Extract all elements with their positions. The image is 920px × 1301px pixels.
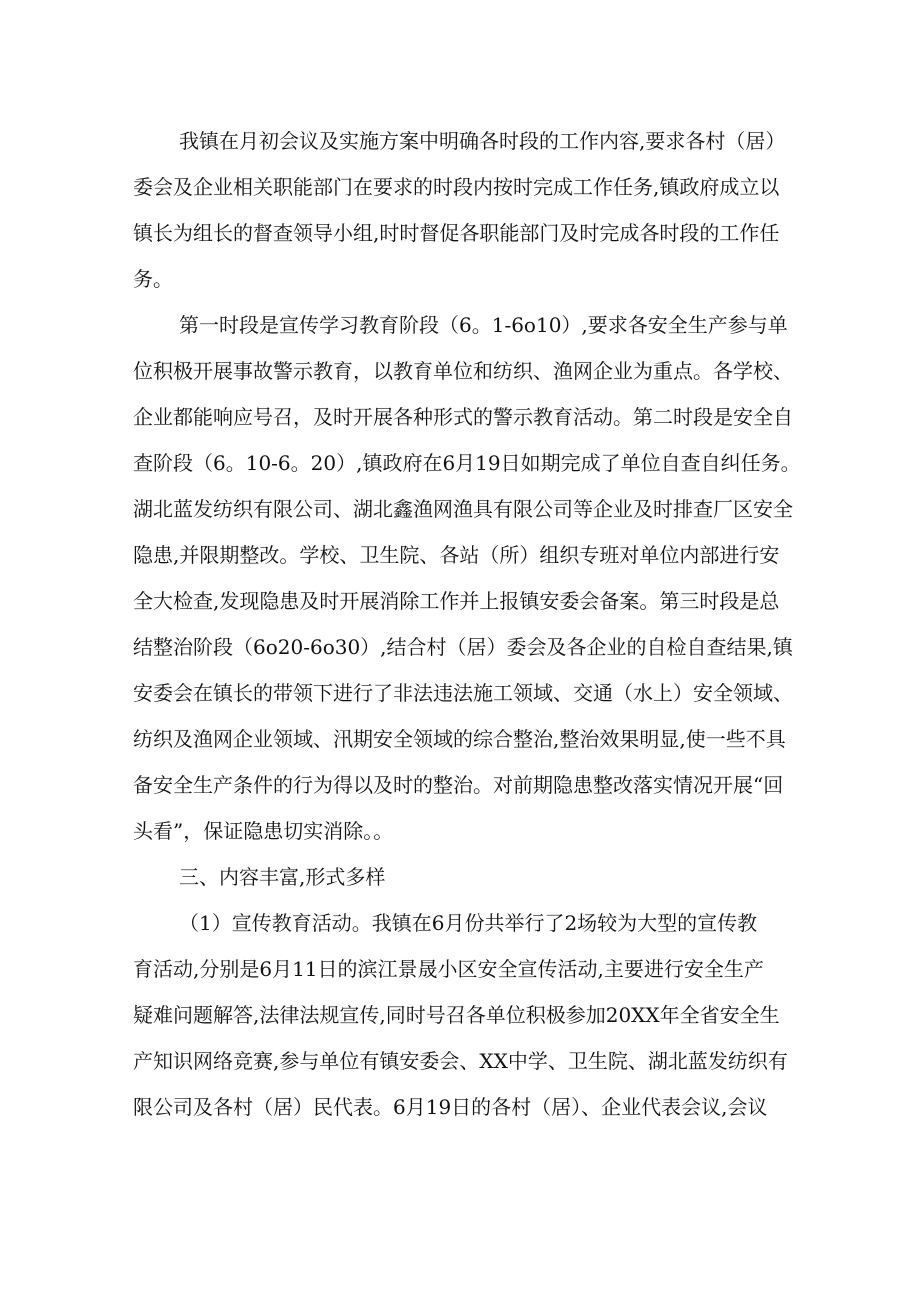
- text-line: 隐患,并限期整改。学校、卫生院、各站（所）组织专班对单位内部进行安: [133, 543, 780, 567]
- text-line: 查阶段（6。10-6。20）,镇政府在6月19日如期完成了单位自查自纠任务。: [133, 451, 801, 475]
- text-line: 安委会在镇长的带领下进行了非法违法施工领域、交通（水上）安全领域、: [133, 681, 793, 705]
- document-body: [133, 118, 801, 1130]
- text-line: 限公司及各村（居）民代表。6月19日的各村（居）、企业代表会议,会议: [133, 1095, 768, 1119]
- text-line: 我镇在月初会议及实施方案中明确各时段的工作内容,要求各村（居）: [179, 129, 786, 153]
- text-line: 结整治阶段（6o20-6o30）,结合村（居）委会及各企业的自检自查结果,镇: [133, 635, 793, 659]
- text-line: 备安全生产条件的行为得以及时的整治。对前期隐患整改落实情况开展“回: [133, 773, 784, 797]
- paragraph-time-periods: [133, 302, 801, 854]
- text-line: 全大检查,发现隐患及时开展消除工作并上报镇安委会备案。第三时段是总: [133, 589, 780, 613]
- text-line: 疑难问题解答,法律法规宣传,同时号召各单位积极参加20XX年全省安全生: [133, 1003, 780, 1027]
- text-line: 镇长为组长的督查领导小组,时时督促各职能部门及时完成各时段的工作任: [133, 221, 780, 245]
- text-line: 企业都能响应号召，及时开展各种形式的警示教育活动。第二时段是安全自: [133, 405, 793, 429]
- text-line: 第一时段是宣传学习教育阶段（6。1-6o10）,要求各安全生产参与单: [179, 313, 788, 337]
- text-line: 头看”，保证隐患切实消除。。: [133, 819, 394, 843]
- text-line: （1）宣传教育活动。我镇在6月份共举行了2场较为大型的宣传教: [179, 911, 758, 935]
- text-line: 纺织及渔网企业领域、汛期安全领域的综合整治,整治效果明显,使一些不具: [133, 727, 786, 751]
- section-heading: 三、内容丰富,形式多样: [179, 865, 386, 889]
- text-line: 务。: [133, 267, 173, 291]
- paragraph-work-schedule: [133, 118, 795, 302]
- paragraph-publicity-activities: [133, 900, 795, 1130]
- text-line: 育活动,分别是6月11日的滨江景晟小区安全宣传活动,主要进行安全生产: [133, 957, 764, 981]
- section-heading-3: [133, 854, 795, 900]
- text-line: 湖北蓝发纺织有限公司、湖北鑫渔网渔具有限公司等企业及时排查厂区安全: [133, 497, 793, 521]
- text-line: 位积极开展事故警示教育，以教育单位和纺织、渔网企业为重点。各学校、: [133, 359, 793, 383]
- text-line: 产知识网络竞赛,参与单位有镇安委会、XX中学、卫生院、湖北蓝发纺织有: [133, 1049, 788, 1073]
- text-line: 委会及企业相关职能部门在要求的时段内按时完成工作任务,镇政府成立以: [133, 175, 780, 199]
